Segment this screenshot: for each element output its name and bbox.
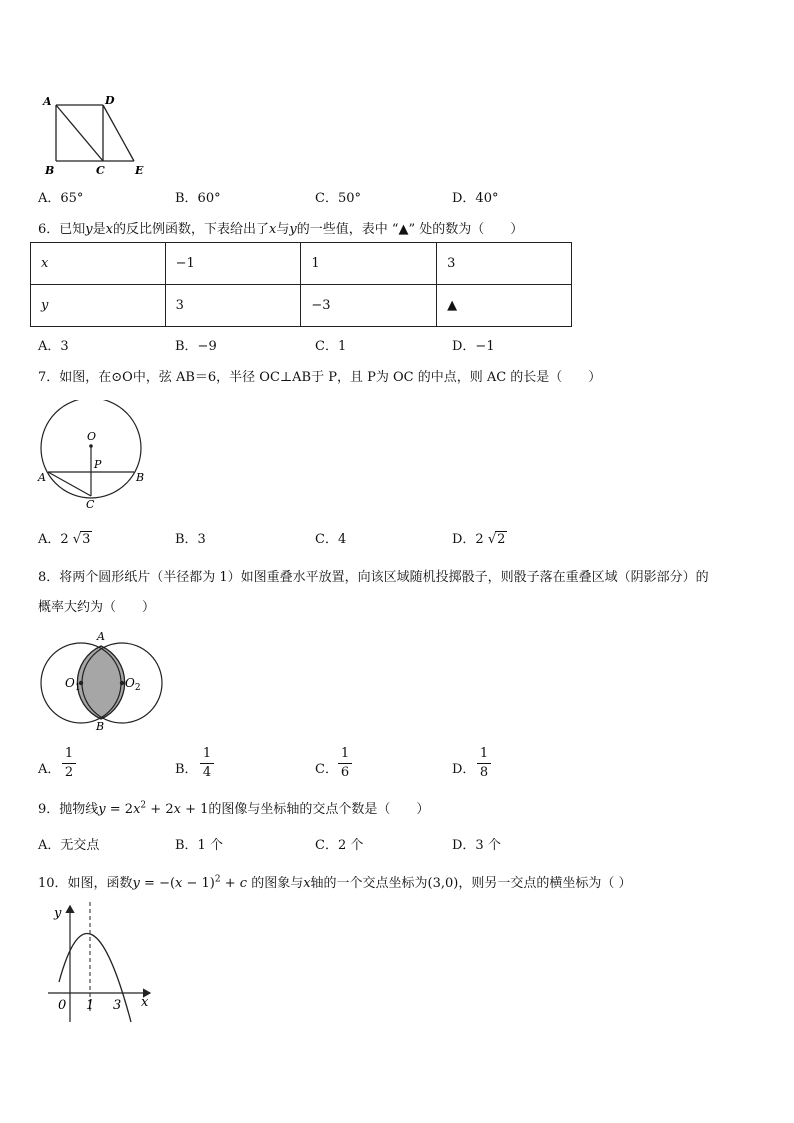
- q6-option-c: C．1: [315, 339, 347, 354]
- table-cell: ▲: [437, 285, 572, 327]
- q5-diagonal-ac: [56, 105, 103, 161]
- q5-option-a: A．65°: [38, 191, 84, 206]
- q9-option-a: A．无交点: [38, 838, 100, 853]
- q8-label-o1: $O_1$: [65, 676, 81, 693]
- q7-option-a: A．2 √3: [38, 532, 91, 547]
- q8-option-d-letter: D．: [452, 762, 476, 777]
- q7-option-c: C．4: [315, 532, 347, 547]
- q8-option-b-letter: B．: [175, 762, 198, 777]
- q5-label-c: C: [96, 164, 105, 177]
- table-cell: x: [31, 243, 166, 285]
- q7-option-d: D．2 √2: [452, 532, 506, 547]
- q5-label-b: B: [45, 164, 55, 177]
- q10-label-x: x: [141, 995, 149, 1010]
- q9-option-d: D．3 个: [452, 838, 501, 853]
- q5-label-d: D: [105, 94, 115, 107]
- q8-label-o2: $O_2$: [125, 676, 141, 693]
- q8-option-d-fraction: 1 8: [477, 746, 491, 781]
- q9-question-text: 9．抛物线$y = 2x^2 + 2x + 1$的图像与坐标轴的交点个数是（ ）: [38, 800, 430, 817]
- q10-label-0: 0: [58, 998, 67, 1013]
- q6-option-d: D．−1: [452, 339, 495, 354]
- q8-option-a-fraction: 1 2: [62, 746, 76, 781]
- q7-question-text: 7．如图，在⊙O中，弦 AB＝6，半径 OC⊥AB于 P，且 P为 OC 的中点，则 AC 的长是（ ）: [38, 370, 602, 385]
- q8-question-text-line2: 概率大约为（ ）: [38, 600, 156, 615]
- q7-label-b: B: [136, 471, 145, 484]
- q5-option-d: D．40°: [452, 191, 499, 206]
- q5-figure: [38, 92, 158, 182]
- q5-label-a: A: [43, 95, 52, 108]
- q8-label-b: B: [96, 720, 105, 733]
- q8-figure: [36, 626, 171, 736]
- table-row: [31, 243, 572, 285]
- q5-option-c: C．50°: [315, 191, 361, 206]
- q8-shaded-overlap: [77, 646, 124, 719]
- q10-formula: $y = -(x - 1)^2 + c$: [132, 874, 248, 891]
- table-cell: 3: [165, 285, 301, 327]
- table-cell: −3: [301, 285, 437, 327]
- q7-figure: [36, 400, 156, 515]
- q7-label-c: C: [86, 498, 95, 511]
- q10-label-1: 1: [86, 998, 95, 1013]
- q7-label-o: O: [87, 430, 97, 443]
- q10-label-y: y: [54, 906, 62, 921]
- table-cell: 3: [437, 243, 572, 285]
- q10-question-text: 10．如图，函数$y = -(x - 1)^2 + c$ 的图象与x轴的一个交点坐标为(3,0)，则另一交点的横坐标为（ ）: [38, 874, 632, 891]
- q8-label-a: A: [97, 630, 105, 643]
- table-cell: 1: [301, 243, 437, 285]
- q8-option-c-fraction: 1 6: [338, 746, 352, 781]
- q6-option-b: B．−9: [175, 339, 217, 354]
- q7-segment-ac: [48, 472, 91, 496]
- q8-question-text-line1: 8．将两个圆形纸片（半径都为 1）如图重叠水平放置，向该区域随机投掷骰子，则骰子落在重叠区域（阴影部分）的: [38, 570, 709, 585]
- q6-question-text: 6．已知y是x的反比例函数，下表给出了x与y的一些值，表中 “▲” 处的数为（ ）: [38, 222, 524, 237]
- q7-center-point: [89, 444, 93, 448]
- q8-option-c-letter: C．: [315, 762, 338, 777]
- q5-side-de: [103, 105, 134, 161]
- table-cell: y: [31, 285, 166, 327]
- q10-figure: [36, 898, 161, 1028]
- q6-option-a: A．3: [38, 339, 69, 354]
- q9-option-c: C．2 个: [315, 838, 364, 853]
- q7-label-a: A: [38, 471, 46, 484]
- q6-value-table: [30, 242, 572, 327]
- q8-option-a-letter: A．: [38, 762, 61, 777]
- q10-label-3: 3: [113, 998, 122, 1013]
- q8-option-b-fraction: 1 4: [200, 746, 214, 781]
- q5-option-b: B．60°: [175, 191, 221, 206]
- table-row: [31, 285, 572, 327]
- q9-formula: $y = 2x^2 + 2x + 1$: [98, 800, 209, 817]
- q7-option-b: B．3: [175, 532, 206, 547]
- q7-label-p: P: [94, 458, 102, 471]
- q5-label-e: E: [135, 164, 144, 177]
- q9-option-b: B．1 个: [175, 838, 223, 853]
- table-cell: −1: [165, 243, 301, 285]
- q8-center-2: [120, 681, 124, 685]
